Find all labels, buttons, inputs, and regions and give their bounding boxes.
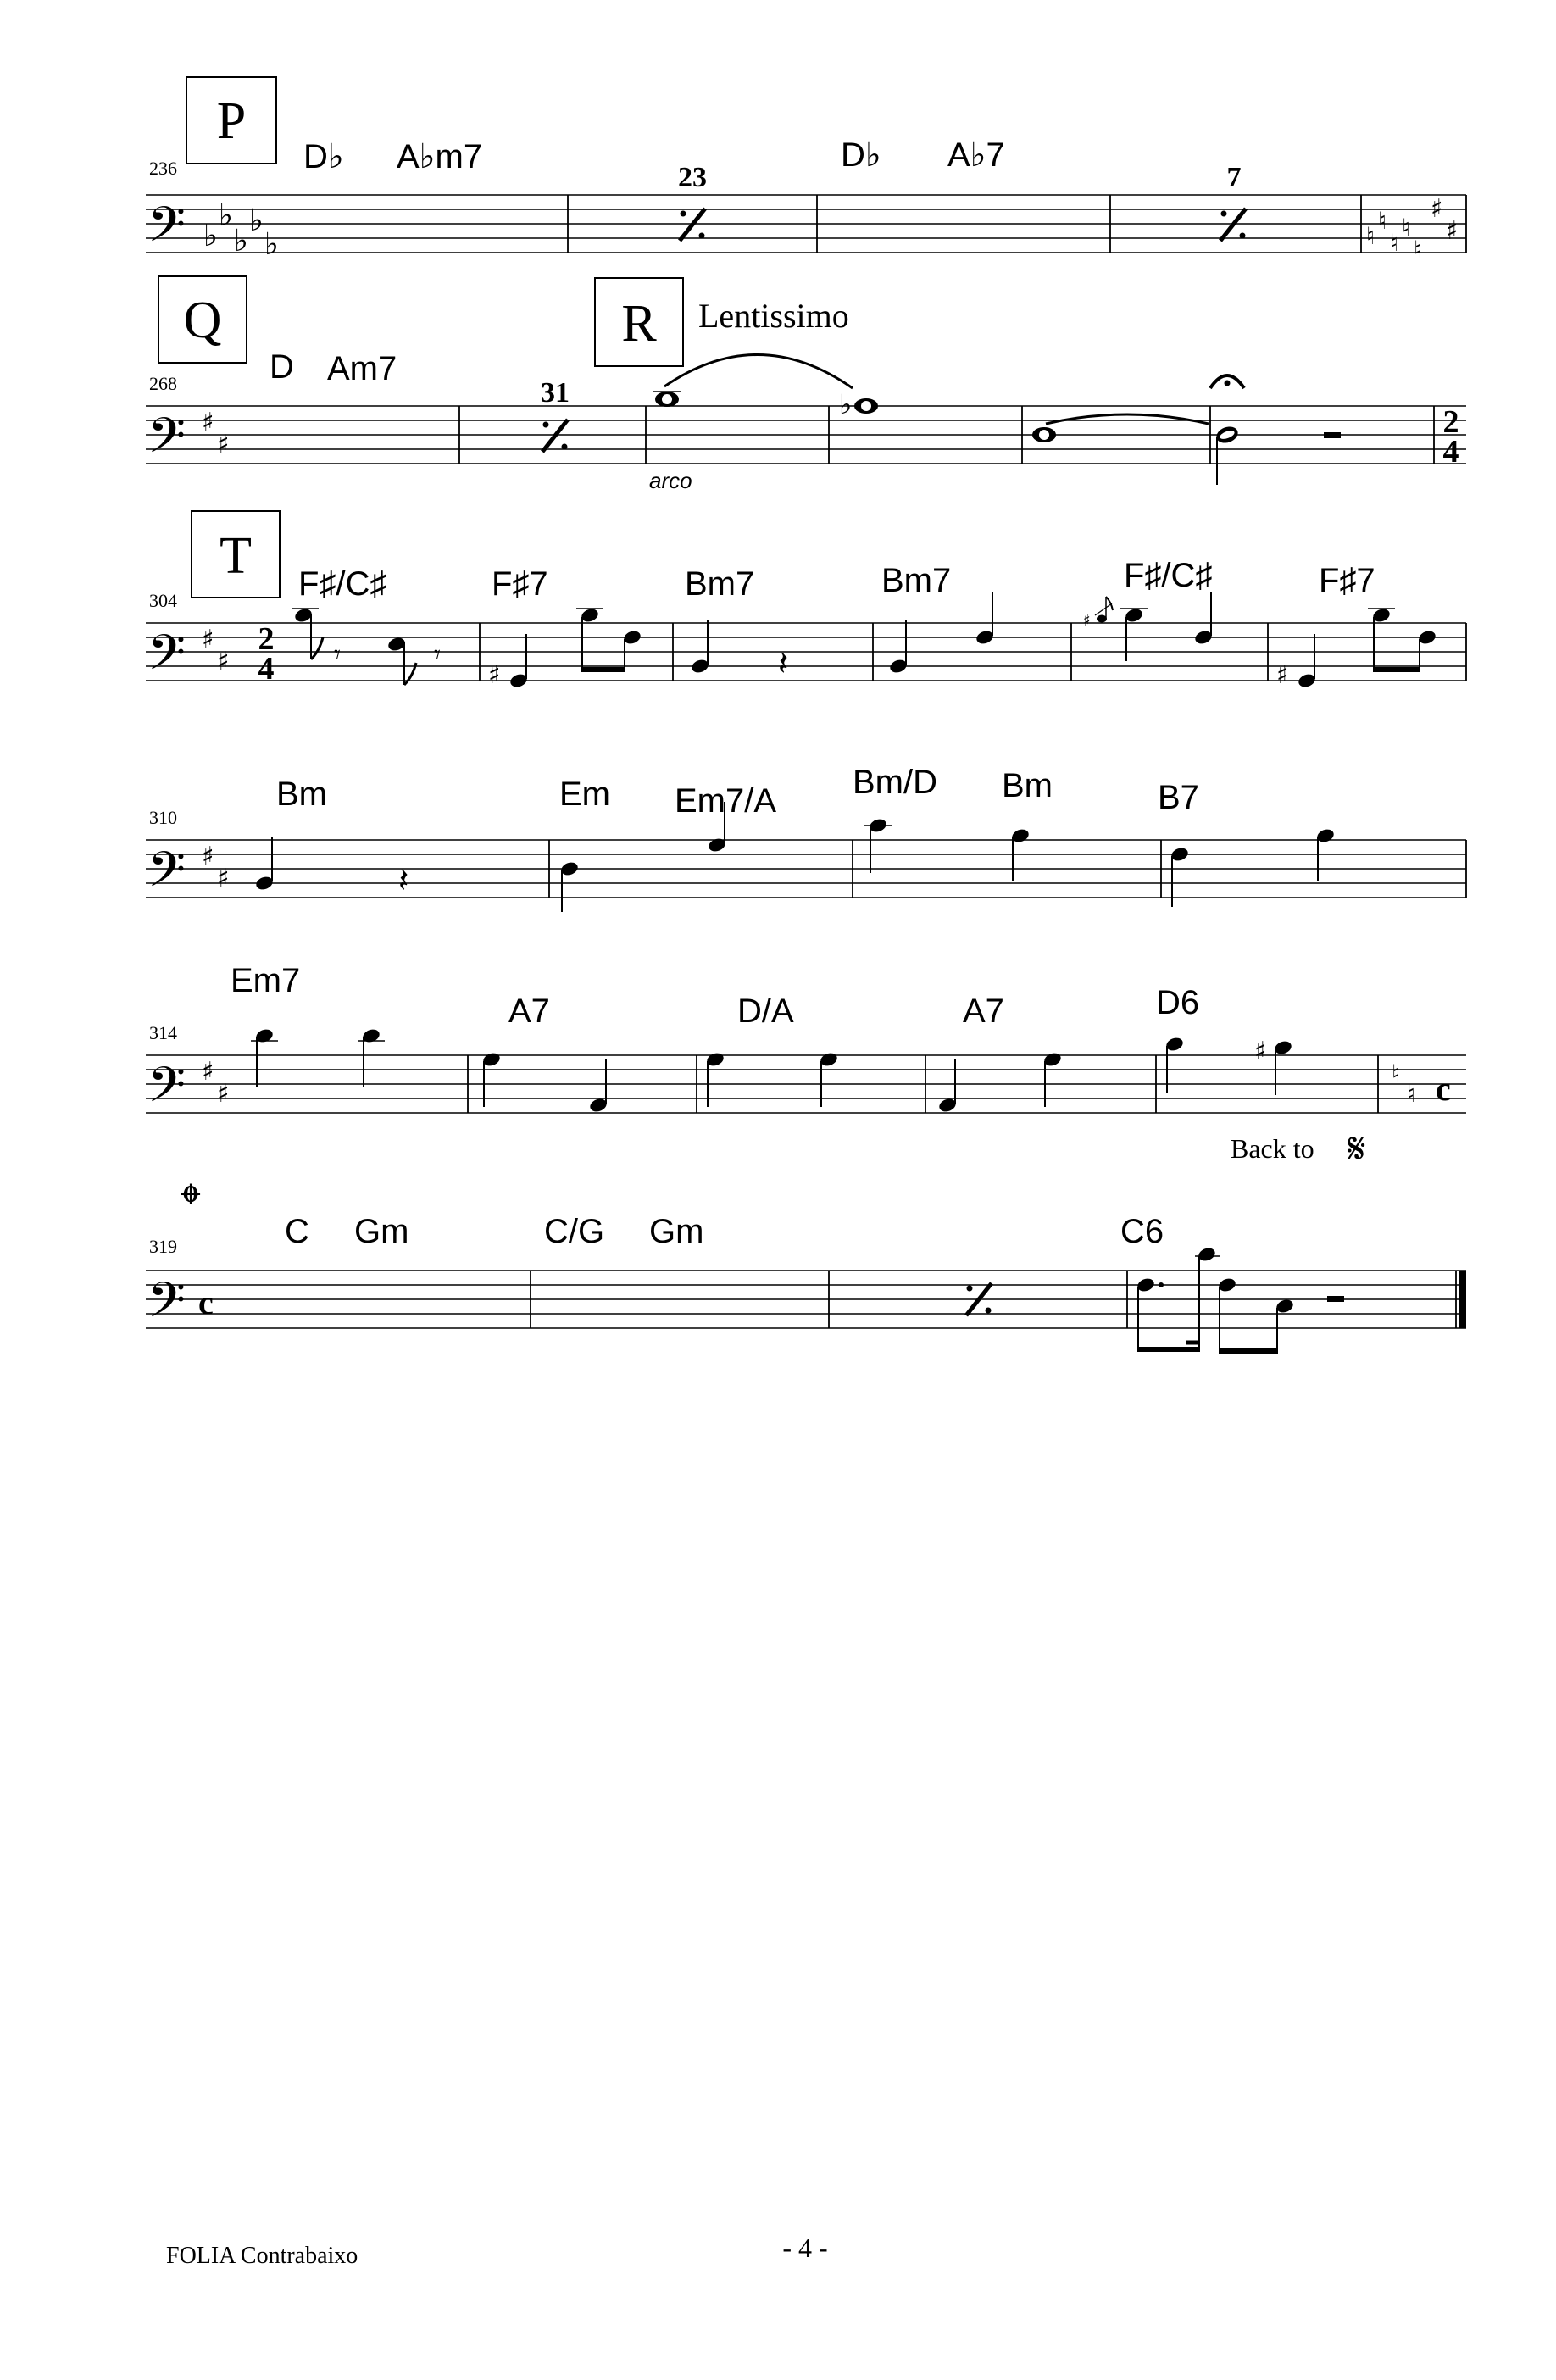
key-signature-sharps: [202, 1057, 230, 1109]
half-rest: [1327, 1296, 1344, 1302]
bass-clef: 𝄢: [147, 624, 186, 693]
svg-text:♭: ♭: [264, 227, 279, 262]
svg-text:♮: ♮: [1378, 207, 1387, 235]
articulation-arco: arco: [649, 468, 692, 493]
svg-text:♯: ♯: [1083, 612, 1091, 630]
staff-lines: [146, 406, 1466, 464]
chord-symbol: D/A: [737, 993, 794, 1030]
quarter-note: [864, 817, 892, 873]
chord-symbol: Bm7: [685, 565, 755, 603]
bass-clef: 𝄢: [147, 1271, 186, 1341]
chord-symbol: F♯7: [492, 565, 548, 603]
flat-accidental: ♭: [839, 388, 853, 420]
rehearsal-mark-p: P: [216, 92, 247, 150]
chord-symbol: Em7/A: [675, 782, 777, 820]
svg-text:♯: ♯: [202, 842, 214, 871]
eighth-rest: 𝄾: [434, 640, 441, 670]
quarter-note: [559, 860, 580, 912]
svg-text:♯: ♯: [1446, 216, 1459, 246]
quarter-note: [888, 620, 909, 675]
svg-text:♮: ♮: [1392, 1059, 1401, 1087]
page-number: - 4 -: [782, 2233, 828, 2263]
quarter-note: [358, 1027, 385, 1087]
eighth-rest: 𝄾: [334, 640, 341, 670]
quarter-note: [690, 620, 710, 675]
chord-symbol: F♯/C♯: [1124, 557, 1213, 594]
beamed-eighths: [576, 607, 642, 670]
quarter-note: [254, 837, 275, 892]
svg-text:♯: ♯: [217, 430, 230, 459]
quarter-note: [251, 1027, 278, 1087]
chord-symbol: F♯/C♯: [298, 565, 387, 603]
svg-text:♮: ♮: [1366, 222, 1375, 250]
measure-repeat-sign: [542, 420, 568, 452]
chord-symbol: B7: [1158, 779, 1199, 816]
system-319: [146, 1173, 1466, 1351]
staff-lines: [146, 840, 1466, 898]
chord-symbol: C6: [1120, 1213, 1164, 1250]
svg-text:♭: ♭: [203, 219, 218, 253]
final-barline: [1459, 1271, 1466, 1328]
key-change-naturals: [1366, 207, 1422, 264]
time-signature-bottom: 4: [1442, 434, 1459, 470]
coda-symbol: 𝄌: [181, 1173, 201, 1236]
bass-clef: 𝄢: [147, 407, 186, 476]
quarter-note: [508, 634, 529, 689]
svg-text:♭: ♭: [249, 203, 264, 238]
chord-symbol: D: [270, 348, 294, 386]
rehearsal-mark-r: R: [621, 295, 657, 353]
bass-clef: 𝄢: [147, 841, 186, 910]
svg-text:♯: ♯: [1431, 194, 1443, 224]
svg-text:♮: ♮: [1390, 229, 1399, 257]
svg-text:♮: ♮: [1407, 1080, 1416, 1108]
svg-text:♭: ♭: [234, 224, 248, 259]
quarter-rest: 𝄽: [398, 861, 409, 900]
key-signature-sharps: [202, 842, 230, 893]
svg-text:♯: ♯: [217, 1079, 230, 1109]
common-time: c: [1436, 1070, 1451, 1108]
sharp-accidental: ♯: [1276, 660, 1289, 690]
quarter-note: [1193, 592, 1214, 646]
rehearsal-mark-q: Q: [183, 292, 222, 349]
multi-measure-count: 31: [541, 377, 570, 409]
common-time: c: [198, 1283, 214, 1321]
quarter-note: [937, 1059, 958, 1114]
back-to-text: Back to: [1231, 1133, 1314, 1164]
chord-symbol: Am7: [327, 350, 397, 387]
key-signature-flats: [203, 198, 279, 262]
multi-measure-count: 7: [1226, 162, 1242, 193]
staff-lines: [146, 195, 1466, 253]
quarter-note: [1164, 1036, 1185, 1093]
half-rest: [1324, 432, 1341, 438]
measure-repeat-sign: [680, 209, 705, 241]
time-signature-top: 2: [258, 621, 275, 657]
quarter-note: [588, 1059, 609, 1114]
multi-measure-count: 23: [678, 162, 707, 193]
svg-text:♯: ♯: [217, 864, 230, 893]
chord-symbol: D6: [1156, 984, 1200, 1021]
system-268: [146, 276, 1466, 493]
staff-lines: [146, 1055, 1466, 1113]
svg-text:♭: ♭: [219, 198, 233, 233]
quarter-note: [975, 592, 995, 646]
chord-symbol: D♭: [303, 138, 344, 175]
whole-note: [854, 398, 878, 414]
chord-symbol: A7: [508, 993, 550, 1030]
beamed-figure: [1136, 1246, 1295, 1351]
measure-number: 268: [149, 373, 177, 394]
sharp-accidental: ♯: [1254, 1037, 1267, 1066]
chord-symbol: A♭7: [947, 136, 1005, 174]
staff-lines: [146, 1271, 1466, 1328]
tempo-marking: Lentissimo: [698, 297, 849, 335]
segno-symbol: 𝄋: [1348, 1124, 1366, 1173]
chord-symbol: Bm/D: [853, 764, 937, 801]
chord-symbol: A7: [963, 993, 1004, 1030]
chord-symbol: C: [285, 1213, 309, 1250]
chord-symbol: Em7: [231, 962, 301, 999]
chord-symbol: C/G: [544, 1213, 605, 1250]
tie: [1046, 414, 1209, 424]
chord-symbol: Gm: [354, 1213, 409, 1250]
chord-symbol: Bm: [276, 776, 327, 813]
fermata: [1210, 375, 1244, 388]
measure-number: 314: [149, 1022, 177, 1043]
chord-symbol: F♯7: [1319, 562, 1375, 599]
quarter-rest: 𝄽: [778, 644, 789, 683]
time-signature-top: 2: [1442, 404, 1459, 440]
system-304: [146, 511, 1466, 693]
svg-text:♯: ♯: [202, 1057, 214, 1087]
svg-text:♮: ♮: [1414, 236, 1423, 264]
quarter-note: [1120, 607, 1148, 661]
measure-repeat-sign: [1220, 209, 1246, 241]
svg-text:♯: ♯: [217, 647, 230, 676]
svg-text:♮: ♮: [1402, 214, 1411, 242]
measure-number: 310: [149, 807, 177, 828]
key-signature-sharps: [202, 408, 230, 459]
chord-symbol: Bm7: [881, 562, 952, 599]
chord-symbol: Em: [559, 776, 610, 813]
key-signature-sharps: [202, 625, 230, 676]
system-314: [146, 962, 1466, 1173]
chord-symbol: Gm: [649, 1213, 704, 1250]
chord-symbol: D♭: [841, 136, 881, 174]
svg-text:♯: ♯: [202, 408, 214, 437]
quarter-note: [1273, 1039, 1293, 1095]
bass-clef: 𝄢: [147, 1056, 186, 1126]
footer-title: FOLIA Contrabaixo: [166, 2243, 358, 2269]
chord-symbol: Bm: [1002, 767, 1053, 804]
whole-note: [653, 392, 681, 407]
system-236: [146, 77, 1466, 265]
chord-symbol: A♭m7: [397, 138, 483, 175]
tie: [664, 354, 853, 388]
half-note: [1214, 424, 1241, 485]
bass-clef: 𝄢: [147, 196, 186, 265]
svg-text:♯: ♯: [202, 625, 214, 654]
measure-number: 319: [149, 1236, 177, 1257]
whole-note: [1032, 427, 1056, 442]
measure-number: 304: [149, 590, 177, 611]
quarter-note: [1297, 634, 1317, 689]
system-310: [146, 764, 1466, 912]
sharp-accidental: ♯: [488, 660, 501, 690]
rehearsal-mark-t: T: [220, 527, 252, 585]
eighth-note: [386, 636, 416, 685]
time-signature-bottom: 4: [258, 651, 275, 687]
measure-number: 236: [149, 158, 177, 179]
beamed-eighths: [1368, 607, 1437, 670]
grace-note: [1083, 597, 1113, 630]
